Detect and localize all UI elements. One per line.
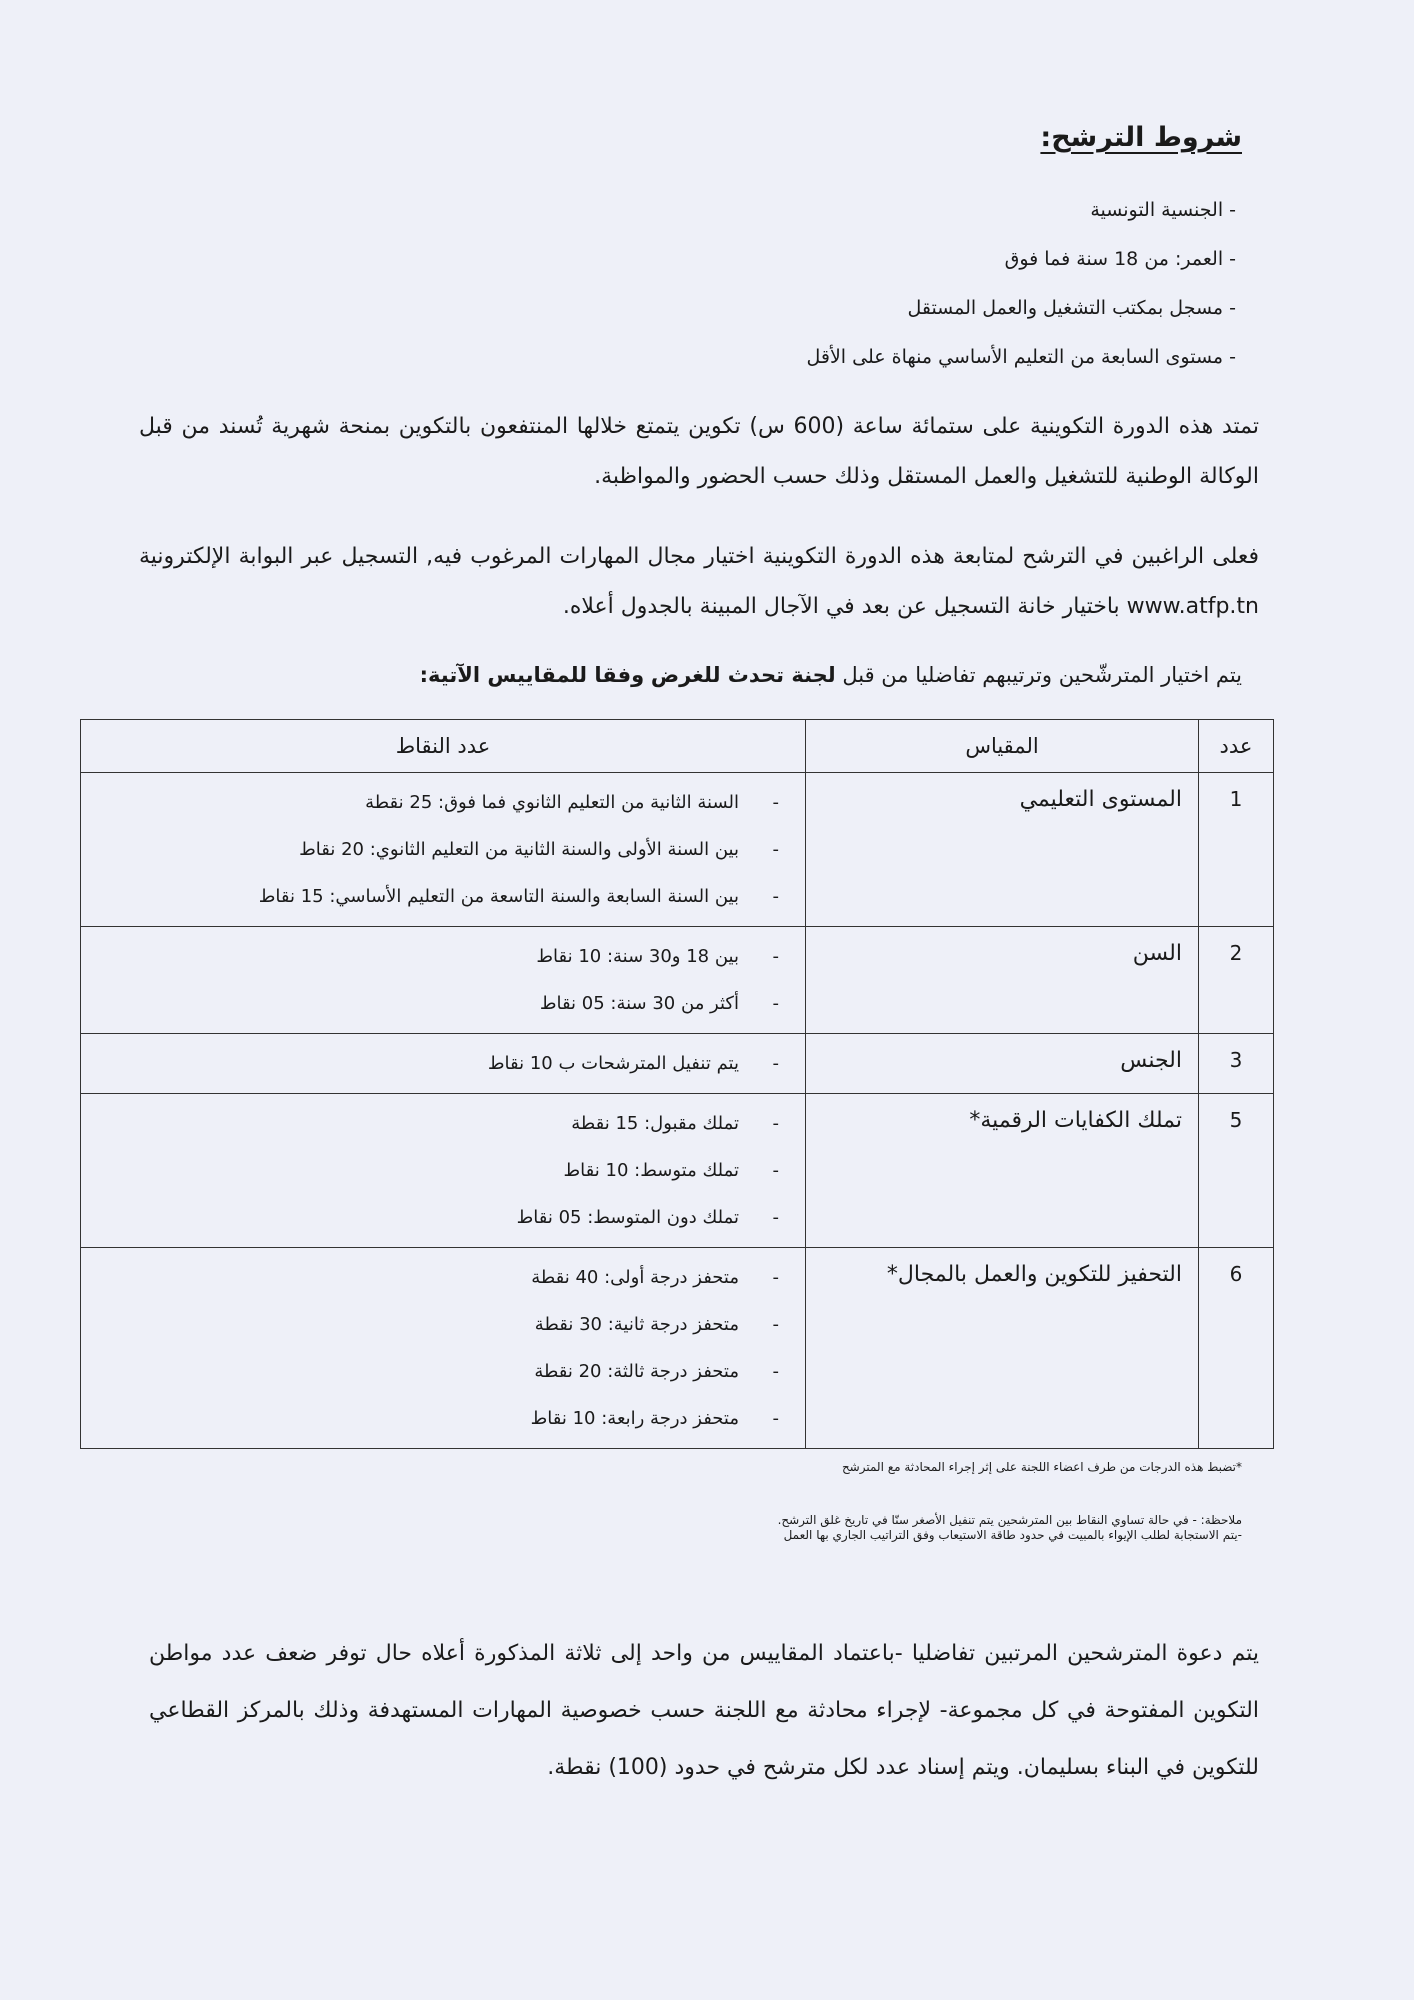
footnote: *تضبط هذه الدرجات من طرف اعضاء اللجنة على إثر إجراء المحادثة مع المترشح [841, 1460, 1242, 1474]
points-item: -تملك مقبول: 15 نقطة [571, 1113, 779, 1134]
points-item: -متحفز درجة أولى: 40 نقطة [531, 1267, 779, 1288]
conditions-list [536, 195, 1236, 391]
header-points: عدد النقاط [81, 720, 806, 773]
header-criterion: المقياس [806, 720, 1199, 773]
table-row [81, 1094, 1274, 1248]
points-item: -تملك دون المتوسط: 05 نقاط [516, 1207, 779, 1228]
table-header-row [81, 720, 1274, 773]
intro-text-before: يتم اختيار المترشّحين وترتيبهم تفاضليا من قبل [842, 663, 1242, 687]
header-number: عدد [1199, 720, 1274, 773]
table-row [81, 1248, 1274, 1449]
conditions-heading: شروط الترشح: [1040, 122, 1242, 153]
remark-tie-break: ملاحظة: - في حالة تساوي النقاط بين المترشحين يتم تنفيل الأصغر سنّا في تاريخ غلق الترشح. [777, 1513, 1242, 1527]
table-row [81, 927, 1274, 1034]
points-item: -بين السنة الأولى والسنة الثانية من التعليم الثانوي: 20 نقاط [299, 839, 779, 860]
points-item: -متحفز درجة ثالثة: 20 نقطة [534, 1361, 779, 1382]
condition-item: - مسجل بمكتب التشغيل والعمل المستقل [907, 297, 1236, 319]
interview-paragraph: يتم دعوة المترشحين المرتبين تفاضليا -باعتماد المقاييس من واحد إلى ثلاثة المذكورة أعلاه حال توفر ضعف عدد مواطن التكوين المفتوحة في كل مجموعة- لإجراء محادثة مع اللجنة حسب خصوصية المهارات المستهدفة وذلك بالمركز القطاعي للتكوين في البناء بسليمان. ويتم إسناد عدد لكل مترشح في حدود (100) نقطة. [149, 1641, 1259, 1780]
row-points [81, 773, 806, 927]
condition-item: - مستوى السابعة من التعليم الأساسي منهاة على الأقل [806, 346, 1236, 368]
row-criterion: التحفيز للتكوين والعمل بالمجال* [806, 1248, 1199, 1449]
row-number: 6 [1199, 1248, 1274, 1449]
row-points [81, 1248, 806, 1449]
points-item: -بين 18 و30 سنة: 10 نقاط [536, 946, 779, 967]
row-points [81, 927, 806, 1034]
points-item: -متحفز درجة ثانية: 30 نقطة [534, 1314, 779, 1335]
row-number: 2 [1199, 927, 1274, 1034]
points-item: -يتم تنفيل المترشحات ب 10 نقاط [487, 1053, 779, 1074]
intro-text-after: وفقا للمقاييس الآتية: [419, 663, 645, 687]
row-points [81, 1034, 806, 1094]
row-criterion: السن [806, 927, 1199, 1034]
points-item: -السنة الثانية من التعليم الثانوي فما فوق: 25 نقطة [365, 792, 779, 813]
points-item: -تملك متوسط: 10 نقاط [563, 1160, 779, 1181]
row-number: 5 [1199, 1094, 1274, 1248]
condition-item: - العمر: من 18 سنة فما فوق [1004, 248, 1236, 270]
criteria-table [80, 719, 1274, 1449]
table-row [81, 1034, 1274, 1094]
row-criterion: تملك الكفايات الرقمية* [806, 1094, 1199, 1248]
points-item: -متحفز درجة رابعة: 10 نقاط [530, 1408, 779, 1429]
registration-paragraph: فعلى الراغبين في الترشح لمتابعة هذه الدورة التكوينية اختيار مجال المهارات المرغوب فيه, التسجيل عبر البوابة الإلكترونية www.atfp.tn باختيار خانة التسجيل عن بعد في الآجال المبينة بالجدول أعلاه. [139, 544, 1259, 619]
training-duration-paragraph: تمتد هذه الدورة التكوينية على ستمائة ساعة (600 س) تكوين يتمتع خلالها المنتفعون بالتكوين بمنحة شهرية تُسند من قبل الوكالة الوطنية للتشغيل والعمل المستقل وذلك حسب الحضور والمواظبة. [139, 414, 1259, 489]
selection-intro [420, 663, 1242, 687]
points-item: -بين السنة السابعة والسنة التاسعة من التعليم الأساسي: 15 نقاط [258, 886, 779, 907]
condition-item: - الجنسية التونسية [1090, 199, 1236, 221]
row-number: 1 [1199, 773, 1274, 927]
intro-committee: لجنة تحدث للغرض [650, 663, 836, 687]
table-row [81, 773, 1274, 927]
points-item: -أكثر من 30 سنة: 05 نقاط [539, 993, 779, 1014]
row-criterion: الجنس [806, 1034, 1199, 1094]
row-criterion: المستوى التعليمي [806, 773, 1199, 927]
row-points [81, 1094, 806, 1248]
row-number: 3 [1199, 1034, 1274, 1094]
remark-accommodation: -يتم الاستجابة لطلب الإيواء بالمبيت في حدود طاقة الاستيعاب وفق التراتيب الجاري بها العمل [783, 1528, 1242, 1542]
